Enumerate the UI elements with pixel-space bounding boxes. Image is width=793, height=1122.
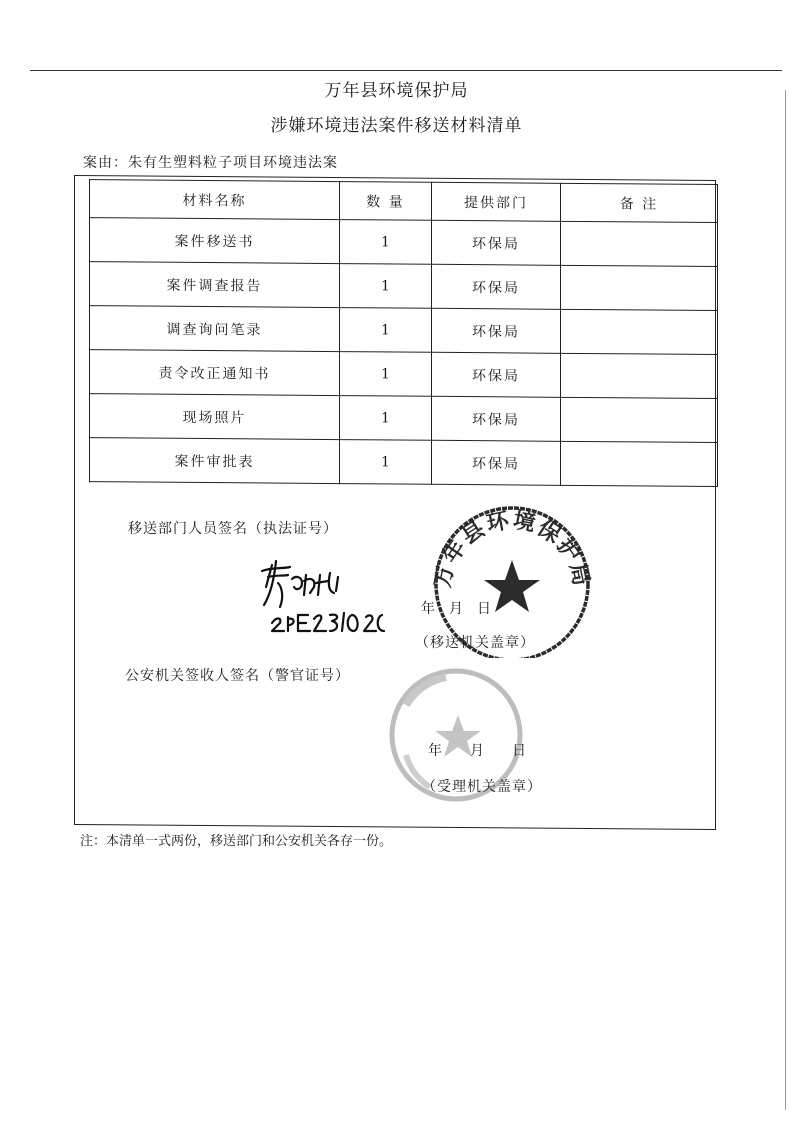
material-note	[561, 309, 718, 354]
material-note	[561, 353, 718, 398]
top-rule	[30, 70, 782, 71]
material-dept: 环保局	[432, 220, 561, 265]
receive-seal-caption: （受理机关盖章）	[422, 779, 542, 795]
material-dept: 环保局	[432, 308, 561, 353]
document-title: 涉嫌环境违法案件移送材料清单	[270, 116, 523, 136]
transfer-seal-caption: （移送机关盖章）	[415, 635, 535, 651]
material-qty: 1	[340, 264, 432, 309]
handwritten-signature	[258, 557, 388, 637]
material-note	[561, 221, 718, 266]
case-name: 朱有生塑料粒子项目环境违法案	[128, 155, 338, 171]
column-header: 备 注	[561, 183, 718, 222]
material-qty: 1	[340, 220, 432, 265]
receive-date: 年 月 日	[428, 743, 526, 759]
material-name: 调查询问笔录	[90, 306, 340, 352]
table-row	[90, 350, 718, 399]
material-note	[561, 265, 718, 310]
case-label: 案由：	[83, 155, 128, 171]
police-signature-label: 公安机关签收人签名（警官证号）	[125, 668, 350, 684]
footnote: 注：本清单一式两份，移送部门和公安机关各存一份。	[80, 834, 393, 849]
transfer-signature-label: 移送部门人员签名（执法证号）	[128, 521, 338, 537]
material-name: 责令改正通知书	[90, 350, 340, 396]
material-qty: 1	[340, 396, 432, 441]
material-dept: 环保局	[432, 352, 561, 397]
column-header: 材料名称	[90, 180, 340, 220]
table-row	[90, 218, 718, 267]
material-qty: 1	[340, 352, 432, 397]
material-name: 案件调查报告	[90, 262, 340, 308]
column-header: 数 量	[340, 182, 432, 221]
seal-text: 万年县环境保护局	[430, 508, 594, 590]
table-row	[90, 262, 718, 311]
page-edge-line	[785, 90, 786, 1110]
agency-name: 万年县环境保护局	[324, 81, 469, 101]
material-name: 案件移送书	[90, 218, 340, 264]
material-dept: 环保局	[432, 264, 561, 309]
table-row	[90, 394, 718, 443]
material-dept: 环保局	[432, 396, 561, 441]
table-header-row	[90, 180, 718, 223]
material-dept: 环保局	[432, 440, 561, 485]
material-qty: 1	[340, 440, 432, 485]
table-row	[90, 438, 718, 487]
material-name: 现场照片	[90, 394, 340, 440]
material-note	[561, 397, 718, 442]
materials-table	[89, 179, 718, 487]
material-name: 案件审批表	[90, 438, 340, 484]
case-line	[83, 152, 338, 172]
transfer-date: 年 月 日	[421, 601, 491, 617]
material-qty: 1	[340, 308, 432, 353]
material-note	[561, 441, 718, 486]
column-header: 提供部门	[432, 182, 561, 221]
table-row	[90, 306, 718, 355]
